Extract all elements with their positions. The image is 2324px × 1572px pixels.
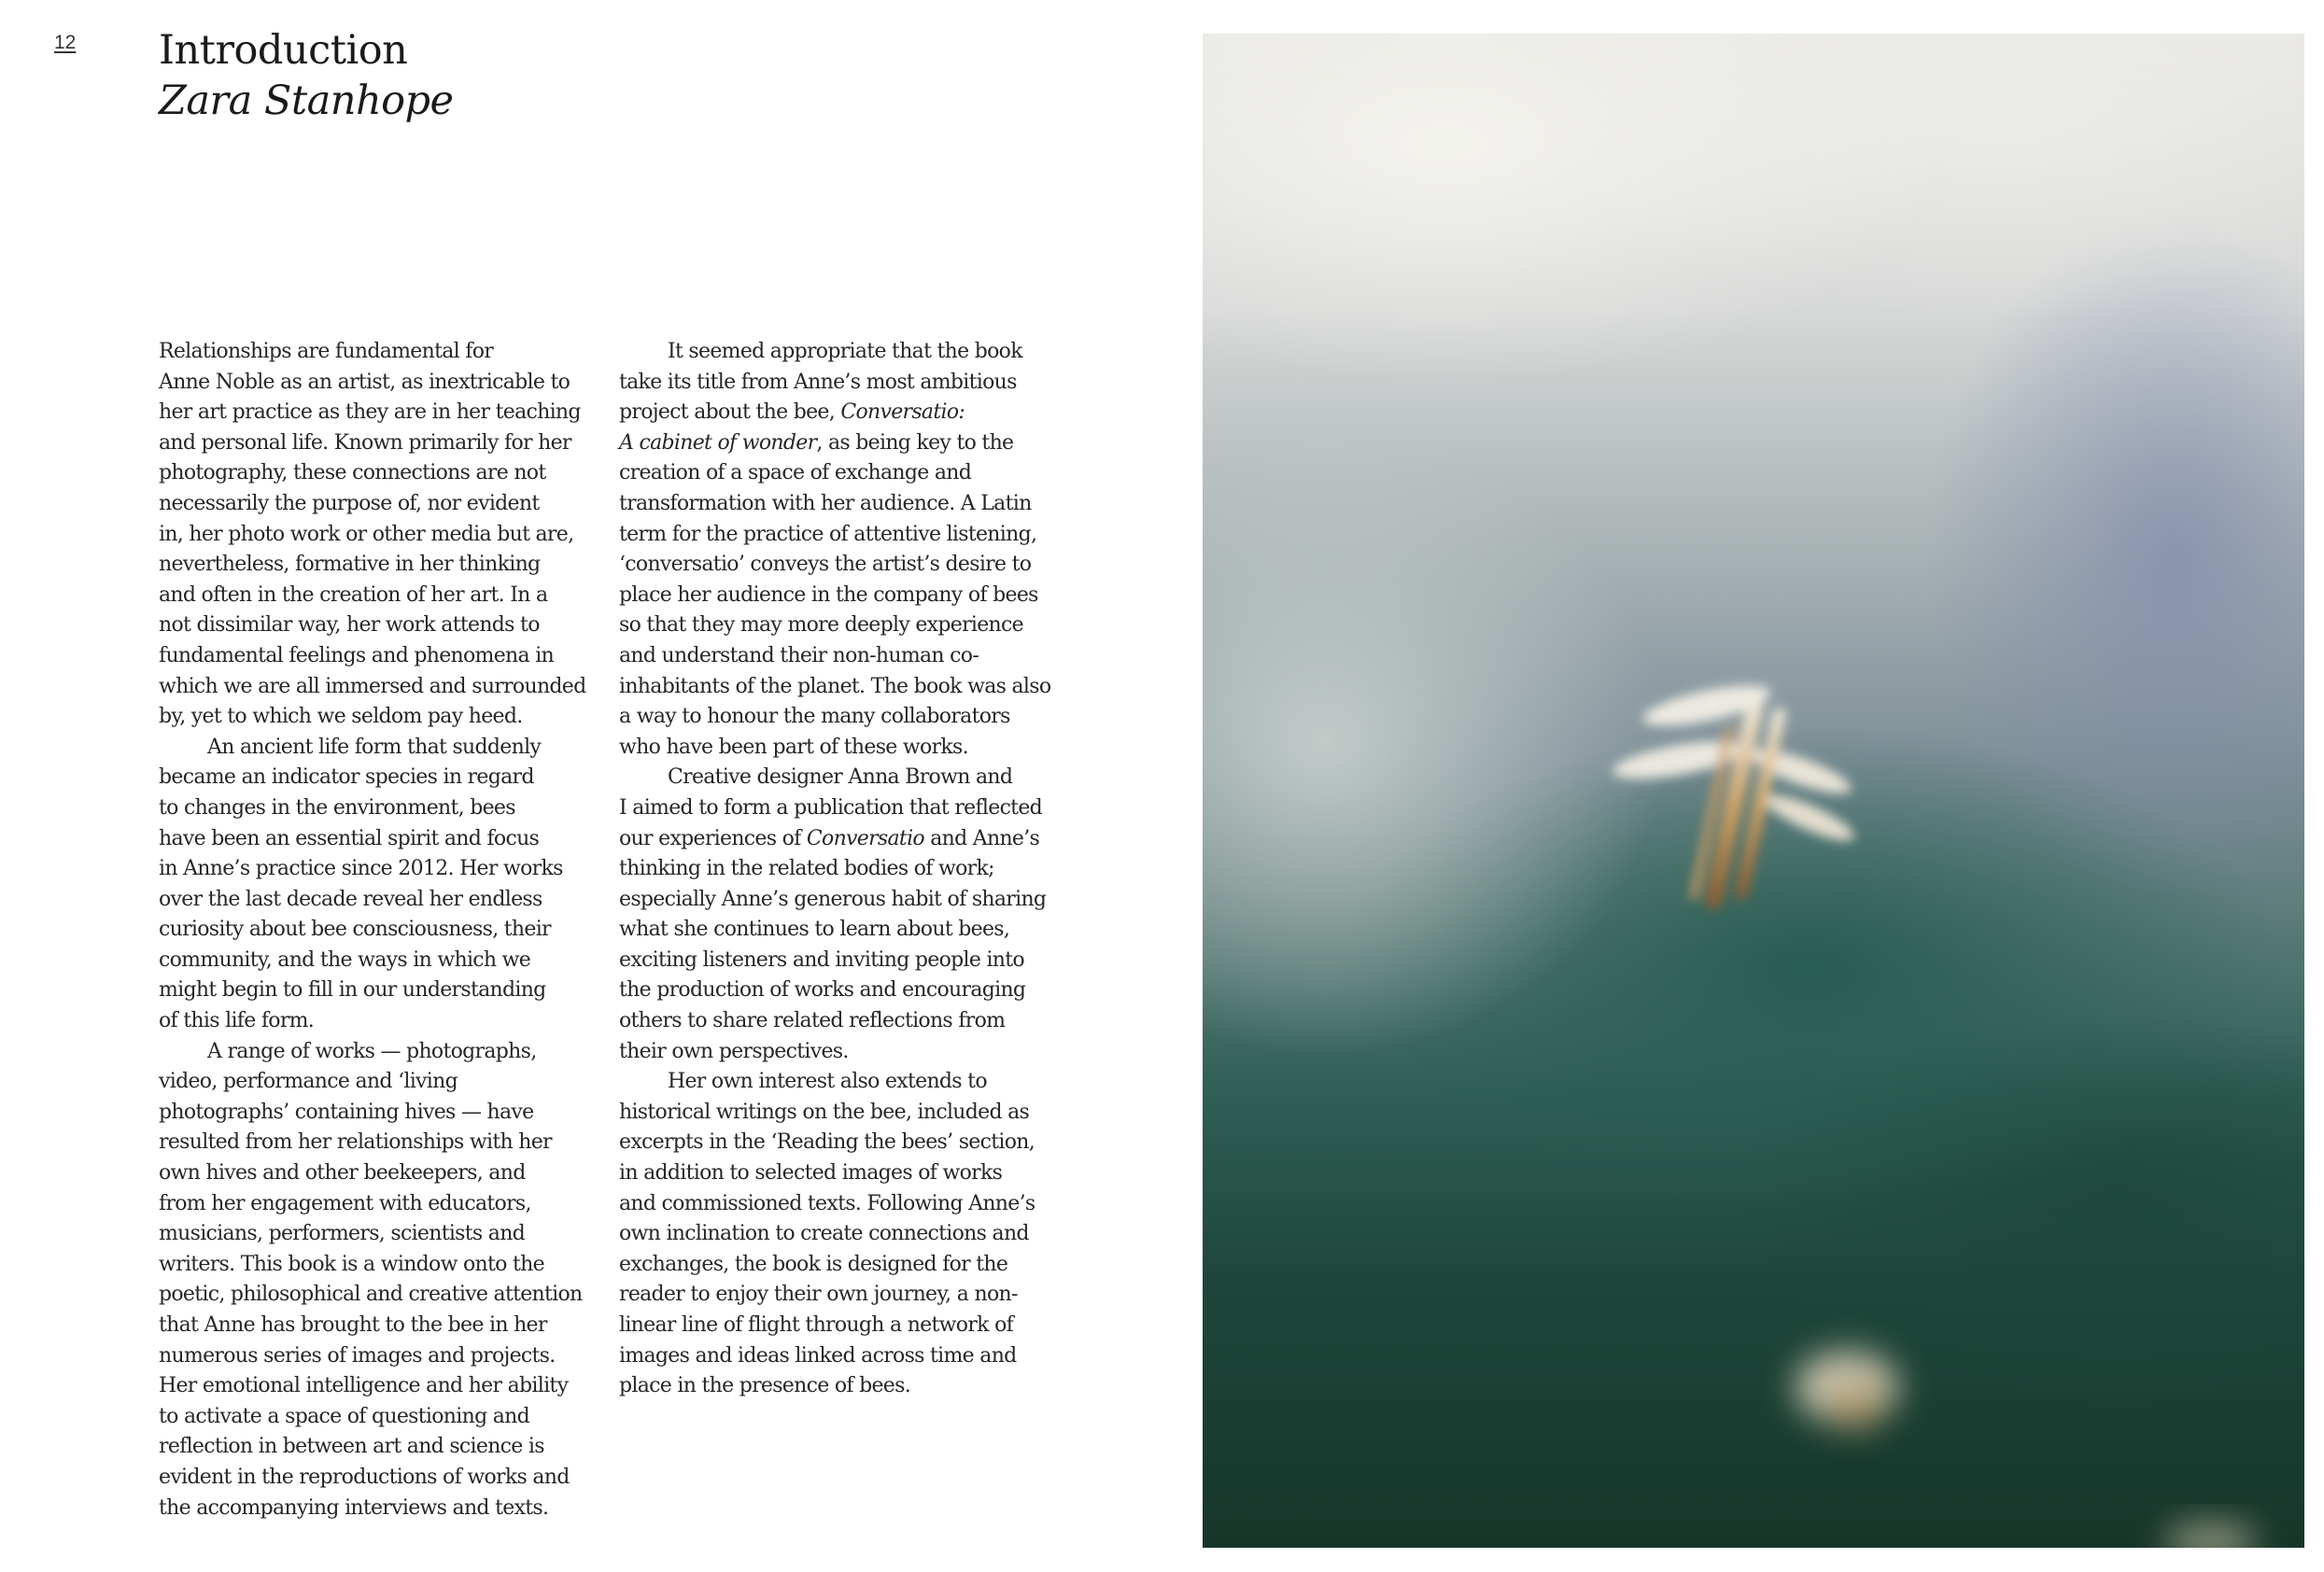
line-text: resulted from her relationships with her (159, 1130, 552, 1155)
line-text: especially Anne’s generous habit of sharing (619, 887, 1047, 911)
text-line (159, 793, 586, 824)
text-line (159, 458, 586, 489)
text-column-right (619, 337, 1050, 1402)
line-text: the accompanying interviews and texts. (159, 1495, 549, 1520)
text-line (619, 1189, 1050, 1220)
text-line (619, 885, 1050, 916)
line-text: linear line of flight through a network of (619, 1313, 1014, 1337)
line-text: I aimed to form a publication that reflected (619, 795, 1043, 820)
text-line (619, 1037, 1050, 1068)
text-line (619, 641, 1050, 672)
text-line (619, 1311, 1050, 1341)
text-line (159, 398, 586, 428)
line-text: reflection in between art and science is (159, 1435, 544, 1459)
line-text: It seemed appropriate that the book (668, 340, 1022, 363)
text-line (619, 428, 1050, 459)
text-line (619, 337, 1050, 368)
line-text: what she continues to learn about bees, (619, 918, 1010, 942)
text-line (619, 975, 1050, 1006)
article-title: Introduction (159, 27, 408, 74)
line-text: A range of works — photographs, (207, 1039, 537, 1063)
text-line (159, 1006, 586, 1037)
line-text: take its title from Anne’s most ambitious (619, 370, 1017, 394)
text-line (159, 733, 586, 764)
line-text: Creative designer Anna Brown and (668, 765, 1013, 790)
line-text: others to share related reflections from (619, 1009, 1006, 1033)
line-text: excerpts in the ‘Reading the bees’ section, (619, 1130, 1035, 1155)
line-text: term for the practice of attentive listening, (619, 522, 1037, 546)
text-line (159, 854, 586, 885)
text-line (619, 854, 1050, 885)
line-text: curiosity about bee consciousness, their (159, 918, 551, 942)
text-line (159, 1402, 586, 1433)
line-text: historical writings on the bee, included as (619, 1100, 1030, 1124)
line-text: musicians, performers, scientists and (159, 1222, 526, 1246)
line-text: fundamental feelings and phenomena in (159, 643, 555, 667)
text-line (619, 824, 1050, 855)
text-line (619, 550, 1050, 581)
line-text: images and ideas linked across time and (619, 1343, 1017, 1368)
text-line (619, 1128, 1050, 1158)
line-text: not dissimilar way, her work attends to (159, 613, 540, 638)
article-heading (159, 24, 454, 125)
line-text: video, performance and ‘living (159, 1070, 458, 1094)
text-line (159, 368, 586, 399)
line-text: own inclination to create connections and (619, 1222, 1029, 1246)
line-text: to activate a space of questioning and (159, 1404, 530, 1428)
text-line (619, 611, 1050, 641)
text-line (159, 1219, 586, 1250)
text-line (159, 641, 586, 672)
line-text: in, her photo work or other media but are, (159, 522, 574, 546)
page-number: 12 (54, 32, 77, 53)
text-line (159, 489, 586, 520)
text-line (159, 824, 586, 855)
line-text: project about the bee, (619, 400, 841, 425)
text-line (619, 1098, 1050, 1129)
line-text: over the last decade reveal her endless (159, 887, 542, 911)
line-text: , as being key to the (816, 430, 1014, 455)
line-text: necessarily the purpose of, nor evident (159, 491, 540, 515)
line-text: from her engagement with educators, (159, 1191, 531, 1215)
line-text: her art practice as they are in her teaching (159, 400, 581, 425)
line-text: in addition to selected images of works (619, 1161, 1003, 1186)
line-text: photographs’ containing hives — have (159, 1100, 534, 1124)
text-line (619, 793, 1050, 824)
text-line (619, 1158, 1050, 1189)
text-line (159, 1128, 586, 1158)
line-text: place in the presence of bees. (619, 1374, 911, 1398)
line-text: might begin to fill in our understanding (159, 978, 546, 1003)
blurred-bee-in-flight-icon (1203, 34, 2304, 1548)
text-line (159, 946, 586, 976)
italic-text: Conversatio (806, 826, 924, 850)
text-line (159, 975, 586, 1006)
text-line (619, 702, 1050, 733)
line-text: the production of works and encouraging (619, 978, 1026, 1003)
line-text: a way to honour the many collaborators (619, 705, 1010, 729)
line-text: exciting listeners and inviting people into (619, 947, 1024, 972)
text-line (159, 915, 586, 946)
line-text: that Anne has brought to the bee in her (159, 1313, 547, 1337)
text-line (159, 1280, 586, 1311)
text-line (159, 1432, 586, 1463)
line-text: photography, these connections are not (159, 461, 546, 485)
line-text: who have been part of these works. (619, 735, 968, 759)
text-line (159, 702, 586, 733)
line-text: Anne Noble as an artist, as inextricable to (159, 370, 570, 394)
text-line (159, 1494, 586, 1524)
article-author: Zara Stanhope (159, 77, 454, 124)
text-line (619, 1006, 1050, 1037)
text-line (619, 915, 1050, 946)
line-text: Relationships are fundamental for (159, 340, 494, 363)
line-text: by, yet to which we seldom pay heed. (159, 705, 523, 729)
text-line (159, 672, 586, 703)
line-text: thinking in the related bodies of work; (619, 857, 994, 881)
text-line (159, 1158, 586, 1189)
text-line (159, 1371, 586, 1402)
line-text: evident in the reproductions of works and (159, 1465, 570, 1489)
line-text: inhabitants of the planet. The book was also (619, 674, 1051, 698)
text-line (619, 368, 1050, 399)
text-line (159, 1341, 586, 1372)
line-text: and understand their non-human co- (619, 643, 979, 667)
text-line (619, 581, 1050, 611)
text-line (159, 1250, 586, 1281)
text-line (159, 581, 586, 611)
line-text: became an indicator species in regard (159, 765, 534, 790)
line-text: own hives and other beekeepers, and (159, 1161, 526, 1186)
text-line (619, 1250, 1050, 1281)
line-text: so that they may more deeply experience (619, 613, 1023, 638)
text-line (619, 946, 1050, 976)
text-line (619, 733, 1050, 764)
italic-text: Conversatio: (840, 400, 965, 425)
text-line (619, 520, 1050, 551)
text-line (159, 885, 586, 916)
line-text: nevertheless, formative in her thinking (159, 553, 541, 577)
line-text: in Anne’s practice since 2012. Her works (159, 857, 563, 881)
text-line (159, 611, 586, 641)
line-text: community, and the ways in which we (159, 947, 531, 972)
text-line (619, 672, 1050, 703)
line-text: Her emotional intelligence and her ability (159, 1374, 569, 1398)
line-text: which we are all immersed and surrounded (159, 674, 586, 698)
line-text: of this life form. (159, 1009, 315, 1033)
line-text: and commissioned texts. Following Anne’s (619, 1191, 1035, 1215)
line-text: poetic, philosophical and creative attention (159, 1283, 583, 1307)
line-text: have been an essential spirit and focus (159, 826, 540, 850)
text-line (159, 337, 586, 368)
line-text: exchanges, the book is designed for the (619, 1252, 1008, 1276)
text-line (619, 1219, 1050, 1250)
bee-photograph (1203, 34, 2304, 1548)
text-line (159, 1037, 586, 1068)
line-text: and Anne’s (923, 826, 1040, 850)
line-text: place her audience in the company of bees (619, 582, 1038, 607)
line-text: their own perspectives. (619, 1039, 849, 1063)
text-line (619, 1280, 1050, 1311)
line-text: our experiences of (619, 826, 807, 850)
line-text: reader to enjoy their own journey, a non- (619, 1283, 1018, 1307)
text-line (619, 763, 1050, 793)
text-line (159, 1189, 586, 1220)
line-text: and personal life. Known primarily for her (159, 430, 571, 455)
text-line (619, 398, 1050, 428)
line-text: to changes in the environment, bees (159, 795, 515, 820)
italic-text: A cabinet of wonder (619, 430, 817, 455)
line-text: ‘conversatio’ conveys the artist’s desire to (619, 553, 1032, 577)
line-text: An ancient life form that suddenly (207, 735, 542, 759)
line-text: transformation with her audience. A Latin (619, 491, 1032, 515)
text-line (619, 489, 1050, 520)
text-line (619, 458, 1050, 489)
line-text: and often in the creation of her art. In a (159, 582, 548, 607)
line-text: creation of a space of exchange and (619, 461, 972, 485)
text-line (159, 428, 586, 459)
text-line (159, 763, 586, 793)
text-line (619, 1371, 1050, 1402)
line-text: Her own interest also extends to (668, 1070, 987, 1094)
text-line (159, 1098, 586, 1129)
text-line (159, 550, 586, 581)
text-line (159, 1311, 586, 1341)
line-text: writers. This book is a window onto the (159, 1252, 544, 1276)
text-line (159, 520, 586, 551)
text-line (619, 1341, 1050, 1372)
text-line (619, 1067, 1050, 1098)
text-line (159, 1463, 586, 1494)
text-column-left (159, 337, 586, 1523)
line-text: numerous series of images and projects. (159, 1343, 556, 1368)
text-line (159, 1067, 586, 1098)
